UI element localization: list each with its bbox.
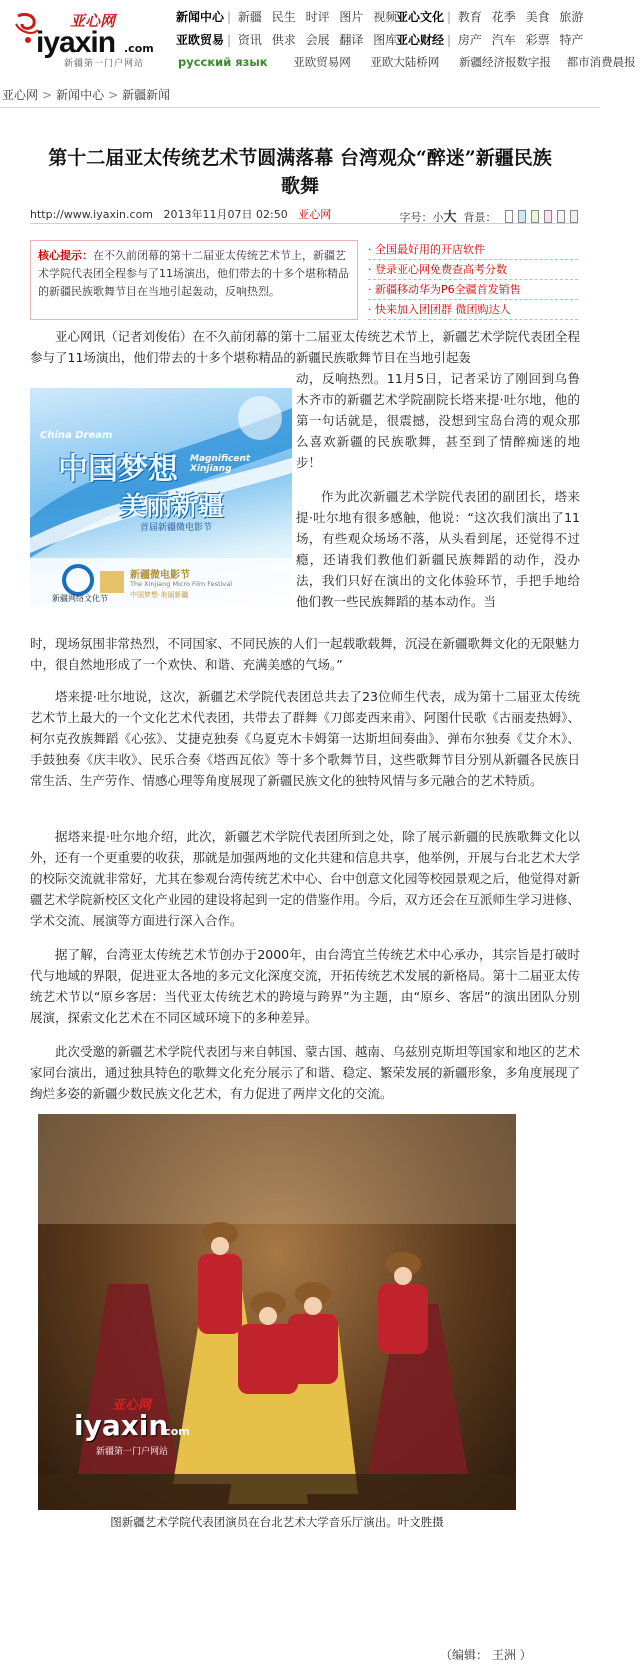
bg-color-swatch[interactable] (557, 210, 565, 223)
nav-item[interactable]: 特产 (559, 33, 584, 47)
key-summary-box (30, 240, 358, 320)
nav-head-news[interactable]: 新闻中心 (176, 10, 225, 24)
bg-color-swatch[interactable] (518, 210, 526, 223)
font-size-label: 字号： (399, 211, 433, 224)
nav-item[interactable]: 资讯 (237, 33, 262, 47)
nav-portal-link[interactable]: 亚欧大陆桥网 (370, 55, 440, 69)
poster-fest-cn: 新疆微电影节 (130, 570, 190, 581)
article-source[interactable]: 亚心网 (298, 208, 332, 221)
article-paragraph: 此次受邀的新疆艺术学院代表团与来自韩国、蒙古国、越南、乌兹别克斯坦等国家和地区的艺术家同台演出，通过独具特色的歌舞文化充分展示了和谐、稳定、繁荣发展的新疆形象，多角度展现了绚烂多姿的新疆少数民族文化艺术，有力促进了两岸文化的交流。 (30, 1044, 581, 1101)
font-small-button[interactable]: 小 (432, 211, 444, 224)
poster-subtitle: 首届新疆微电影节 (140, 523, 213, 533)
nav-item[interactable]: 房产 (457, 33, 482, 47)
nav-portal-link[interactable]: 亚欧贸易网 (293, 55, 351, 69)
nav-item[interactable]: 美食 (525, 10, 550, 24)
nav-portal-link[interactable]: 都市消费晨报 (566, 55, 636, 69)
photo-caption: 图新疆艺术学院代表团演员在台北艺术大学音乐厅演出。叶文胜摄 (110, 1515, 444, 1529)
article-paragraph: 时，现场氛围非常热烈，不同国家、不同民族的人们一起载歌载舞，沉浸在新疆歌舞文化的无限魅力中，很自然地形成了一个欢快、和谐、充满美感的气场。” (30, 636, 581, 672)
logo-com-text: .com (124, 42, 154, 55)
article-paragraph: 塔来提·吐尔地说，这次，新疆艺术学院代表团总共去了23位师生代表，成为第十二届亚太传统艺术节上最大的一个文化艺术代表团，共带去了群舞《刀郎麦西来甫》、阿图什民歌《古丽麦热姆》、柯尔克孜族舞蹈《心弦》、艾捷克独奏《乌夏克木卡姆第一达斯坦间奏曲》、弹布尔独奏《艾介木》、手鼓独奏《庆丰收》、民乐合奏《塔西瓦依》等十多个歌舞节目，这些歌舞节目分别从新疆各民族日常生活、生产劳作、情感心理等角度展现了新疆民族文化的独特风情与多元融合的艺术特质。 (30, 689, 581, 788)
site-logo[interactable] (14, 8, 169, 68)
poster-fest-en: The Xinjiang Micro Film Festival (130, 580, 233, 588)
breadcrumb-home[interactable]: 亚心网 (2, 88, 39, 102)
nav-item[interactable]: 新疆 (237, 10, 262, 24)
watermark-tagline: 新疆第一门户网站 (96, 1447, 169, 1457)
nav-portal-link[interactable]: 新疆经济报数字报 (459, 55, 552, 69)
bg-color-swatch[interactable] (531, 210, 539, 223)
site-header (0, 0, 636, 80)
nav-trade-group: 亚欧贸易 | 资讯 供求 会展 翻译 图库 (176, 33, 398, 47)
breadcrumb (0, 86, 600, 108)
nav-portals-row (178, 54, 642, 70)
font-big-button[interactable]: 大 (443, 210, 457, 225)
nav-item[interactable]: 时评 (305, 10, 330, 24)
nav-item[interactable]: 花季 (491, 10, 516, 24)
background-label: 背景： (463, 211, 497, 224)
nav-item[interactable]: 汽车 (491, 33, 516, 47)
poster-fest-slogan: 中国梦想·美丽新疆 (130, 591, 189, 599)
nav-item[interactable]: 翻译 (339, 33, 364, 47)
article-date: 2013年11月07日 02:50 (163, 208, 288, 221)
article-paragraph: 动，反响热烈。11月5日，记者采访了刚回到乌鲁木齐市的新疆艺术学院副院长塔来提·吐尔地，他的第一句话就是，很震撼，没想到宝岛台湾的观众那么喜欢新疆的民族歌舞，甚至到了情醉痴迷的地步！ (296, 371, 580, 470)
nav-item[interactable]: 会展 (305, 33, 330, 47)
nav-head-trade[interactable]: 亚欧贸易 (176, 33, 225, 47)
watermark-cn: 亚心网 (112, 1398, 152, 1413)
watermark-en: iyaxin (74, 1409, 169, 1442)
chevron-right-icon: > (108, 88, 119, 102)
article-paragraph: 据塔来提·吐尔地介绍，此次，新疆艺术学院代表团所到之处，除了展示新疆的民族歌舞文化以外，还有一个更重要的收获，那就是加强两地的文化共建和信息共享，他举例，开展与台北艺术大学的校际交流就非常好，尤其在参观台湾传统艺术中心、台中创意文化园等校园景观之后，他觉得对新疆艺术学院新校区文化产业园的建设将起到一定的借鉴作用。今后，双方还会在互派师生学习进修、学术交流、展演等方面进行深入合作。 (30, 829, 581, 928)
article-paragraph: 亚心网讯（记者刘俊佑）在不久前闭幕的第十二届亚太传统艺术节上，新疆艺术学院代表团全程参与了11场演出，他们带去的十多个堪称精品的新疆民族歌舞节目在当地引起轰 (30, 329, 581, 365)
title-line: 第十二届亚太传统艺术节圆满落幕 台湾观众“醉迷”新疆民族 (48, 147, 552, 169)
editor-credit: （编辑： 王洲 ） (440, 1648, 532, 1662)
nav-item[interactable]: 彩票 (525, 33, 550, 47)
poster-cn-title-1: 中国梦想 (58, 452, 178, 487)
watermark-com: .com (160, 1425, 190, 1438)
poster-en-right: Magnificent Xinjiang (190, 454, 251, 474)
bg-color-swatch[interactable] (505, 210, 513, 223)
promo-link[interactable]: · 全国最好用的开店软件 (368, 240, 578, 260)
bg-color-swatch[interactable] (570, 210, 578, 223)
nav-item[interactable]: 供求 (271, 33, 296, 47)
nav-culture-group: 亚心文化 | 教育 花季 美食 旅游 (396, 10, 584, 24)
logo-tagline: 新疆第一门户网站 (64, 59, 145, 69)
poster-en-left: China Dream (40, 430, 113, 441)
chevron-right-icon: > (42, 88, 53, 102)
nav-item[interactable]: 民生 (271, 10, 296, 24)
nav-head-finance[interactable]: 亚心财经 (396, 33, 445, 47)
article-meta (30, 206, 578, 224)
bg-color-swatch[interactable] (544, 210, 552, 223)
nav-item[interactable]: 教育 (457, 10, 482, 24)
festival-poster-image (30, 388, 292, 608)
nav-news-group: 新闻中心 | 新疆 民生 时评 图片 视频 (176, 10, 398, 24)
nav-item[interactable]: 旅游 (559, 10, 584, 24)
nav-head-culture[interactable]: 亚心文化 (396, 10, 445, 24)
breadcrumb-news[interactable]: 新闻中心 (56, 88, 105, 102)
reading-options (399, 206, 578, 225)
poster-org-left: 新疆网络文化节 (52, 594, 108, 603)
article-paragraph: 据了解，台湾亚太传统艺术节创办于2000年，由台湾宜兰传统艺术中心承办，其宗旨是打破时代与地域的界限，促进亚太各地的多元文化深度交流，开拓传统艺术发展的新格局。第十二届亚太传统艺术节以“原乡客居：当代亚太传统艺术的跨境与跨界”为主题，由“原乡、客居”的演出团队分别展演，探索文化艺术在不同区域环境下的多种差异。 (30, 947, 581, 1025)
title-line: 歌舞 (280, 175, 319, 197)
nav-finance-group: 亚心财经 | 房产 汽车 彩票 特产 (396, 33, 584, 47)
article-url[interactable]: http://www.iyaxin.com (30, 208, 154, 221)
logo-en-text: iyaxin (36, 26, 116, 59)
breadcrumb-xinjiang[interactable]: 新疆新闻 (122, 88, 171, 102)
nav-item[interactable]: 视频 (373, 10, 398, 24)
key-summary-label: 核心提示： (38, 249, 93, 262)
promo-link[interactable]: · 登录亚心网免费查高考分数 (368, 260, 578, 280)
promo-link[interactable]: · 快来加入团团群 微团购达人 (368, 300, 578, 320)
promo-link[interactable]: · 新疆移动华为P6全疆首发销售 (368, 280, 578, 300)
promo-links (368, 240, 578, 320)
logo-cn-text: 亚心网 (70, 12, 116, 30)
article-paragraph: 作为此次新疆艺术学院代表团的副团长，塔来提·吐尔地有很多感触，他说：“这次我们演出了11场，有些观众场场不落，从头看到尾，还觉得不过瘾，还请我们教他们新疆民族舞蹈的动作，没办法，我们只好在演出的文化体验环节，手把手地给他们教一些民族舞蹈的基本动作。当 (296, 489, 580, 609)
nav-item[interactable]: 图库 (373, 33, 398, 47)
dance-performance-photo (38, 1114, 516, 1510)
article-title (20, 144, 580, 200)
poster-cn-title-2: 美丽新疆 (120, 492, 225, 522)
key-summary-text: 在不久前闭幕的第十二届亚太传统艺术节上，新疆艺术学院代表团全程参与了11场演出，他们带去的十多个堪称精品的新疆民族歌舞节目在当地引起轰动，反响热烈。 (38, 249, 349, 298)
nav-item[interactable]: 图片 (339, 10, 364, 24)
nav-russian-link[interactable]: русский язык (178, 55, 268, 69)
